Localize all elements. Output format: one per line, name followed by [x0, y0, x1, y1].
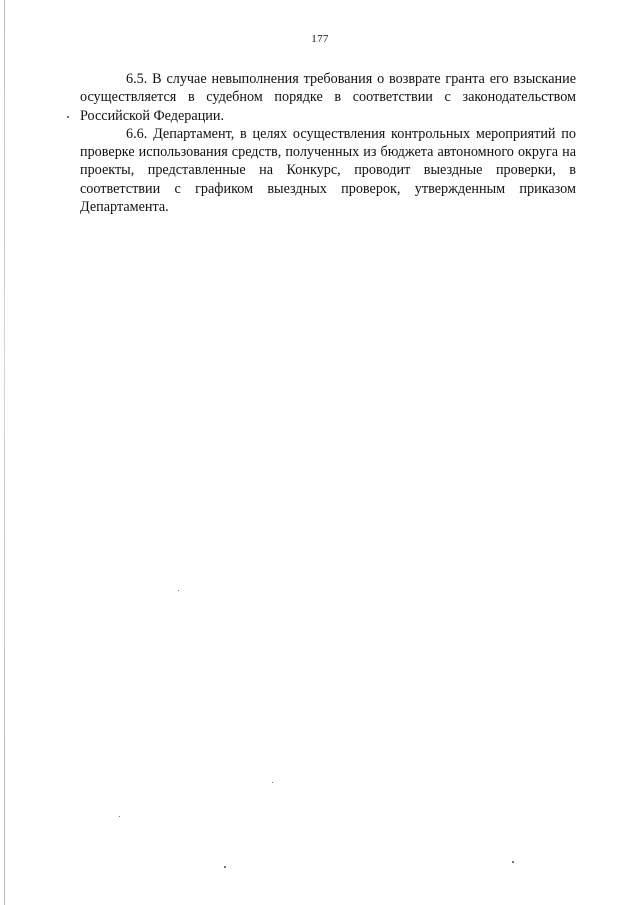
page-number: 177: [311, 33, 329, 45]
scan-speck: [119, 816, 120, 817]
document-body: [80, 70, 576, 216]
scan-speck: [178, 590, 179, 591]
paragraph-6-6: 6.6. Департамент, в целях осуществления контрольных мероприятий по проверке использования средств, полученных из бюджета автономного округа на проекты, представленные на Конкурс, проводит выездные проверки, в соответствии с графиком выездных проверок, утвержденным приказом Департамента.: [80, 125, 576, 216]
paragraph-6-5: 6.5. В случае невыполнения требования о возврате гранта его взыскание осуществляется в судебном порядке в соответствии с законодательством Российской Федерации.: [80, 71, 576, 124]
scan-speck: [272, 782, 273, 783]
scan-edge: [4, 0, 5, 905]
scan-speck: [67, 116, 69, 118]
scan-speck: [512, 861, 514, 863]
scan-speck: [224, 866, 226, 868]
